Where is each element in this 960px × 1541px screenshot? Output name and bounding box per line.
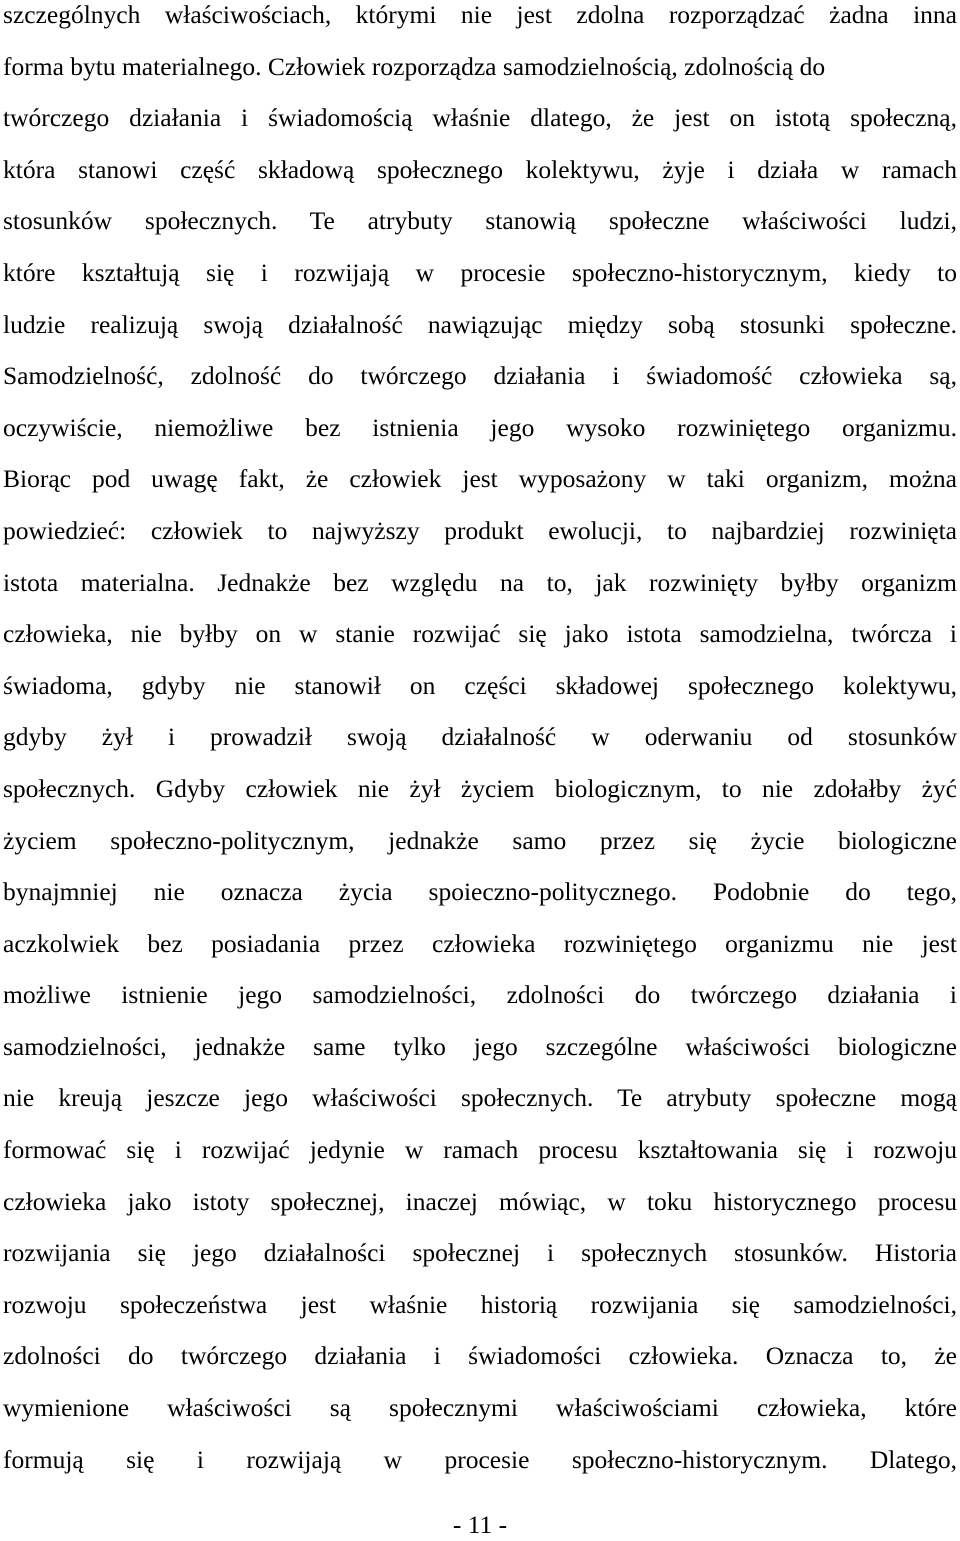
text-line: twórczego działania i świadomością właśnie dlatego, że jest on istotą społeczną, [3,103,957,133]
text-line: możliwe istnienie jego samodzielności, zdolności do twórczego działania i [3,980,957,1010]
text-line: samodzielności, jednakże same tylko jego szczególne właściwości biologiczne [3,1031,957,1061]
text-line: społecznych. Gdyby człowiek nie żył życiem biologicznym, to nie zdołałby żyć [3,773,957,803]
text-line: Biorąc pod uwagę fakt, że człowiek jest wyposażony w taki organizm, można [3,464,957,494]
text-line: wymienione właściwości są społecznymi właściwościami człowieka, które [3,1393,957,1423]
text-line: formują się i rozwijają w procesie społeczno-historycznym. Dlatego, [3,1444,957,1474]
text-line: nie kreują jeszcze jego właściwości społecznych. Te atrybuty społeczne mogą [3,1083,957,1113]
text-line: szczególnych właściwościach, którymi nie jest zdolna rozporządzać żadna inna [3,0,957,29]
page-number: - 11 - [452,1510,508,1539]
text-line: forma bytu materialnego. Człowiek rozporządza samodzielnością, zdolnością do [3,51,826,81]
text-line: oczywiście, niemożliwe bez istnienia jego wysoko rozwiniętego organizmu. [3,412,957,442]
text-line: człowieka jako istoty społecznej, inaczej mówiąc, w toku historycznego procesu [3,1186,957,1216]
text-line: ludzie realizują swoją działalność nawiązując między sobą stosunki społeczne. [3,309,957,339]
text-line: Samodzielność, zdolność do twórczego działania i świadomość człowieka są, [3,361,957,391]
text-line: bynajmniej nie oznacza życia spoieczno-politycznego. Podobnie do tego, [3,877,957,907]
text-line: powiedzieć: człowiek to najwyższy produkt ewolucji, to najbardziej rozwinięta [3,515,957,545]
text-line: świadoma, gdyby nie stanowił on części składowej społecznego kolektywu, [3,670,957,700]
text-line: która stanowi część składową społecznego kolektywu, żyje i działa w ramach [3,154,957,184]
text-line: zdolności do twórczego działania i świadomości człowieka. Oznacza to, że [3,1341,957,1371]
text-line: istota materialna. Jednakże bez względu na to, jak rozwinięty byłby organizm [3,567,957,597]
text-line: rozwijania się jego działalności społecznej i społecznych stosunków. Historia [3,1238,957,1268]
text-line: formować się i rozwijać jedynie w ramach procesu kształtowania się i rozwoju [3,1135,957,1165]
text-line: człowieka, nie byłby on w stanie rozwijać się jako istota samodzielna, twórcza i [3,619,957,649]
text-line: rozwoju społeczeństwa jest właśnie historią rozwijania się samodzielności, [3,1289,957,1319]
body-text [3,0,957,1485]
text-line: życiem społeczno-politycznym, jednakże samo przez się życie biologiczne [3,825,957,855]
text-line: aczkolwiek bez posiadania przez człowieka rozwiniętego organizmu nie jest [3,928,957,958]
text-line: gdyby żył i prowadził swoją działalność w oderwaniu od stosunków [3,722,957,752]
text-line: stosunków społecznych. Te atrybuty stanowią społeczne właściwości ludzi, [3,206,957,236]
text-line: które kształtują się i rozwijają w procesie społeczno-historycznym, kiedy to [3,257,957,287]
